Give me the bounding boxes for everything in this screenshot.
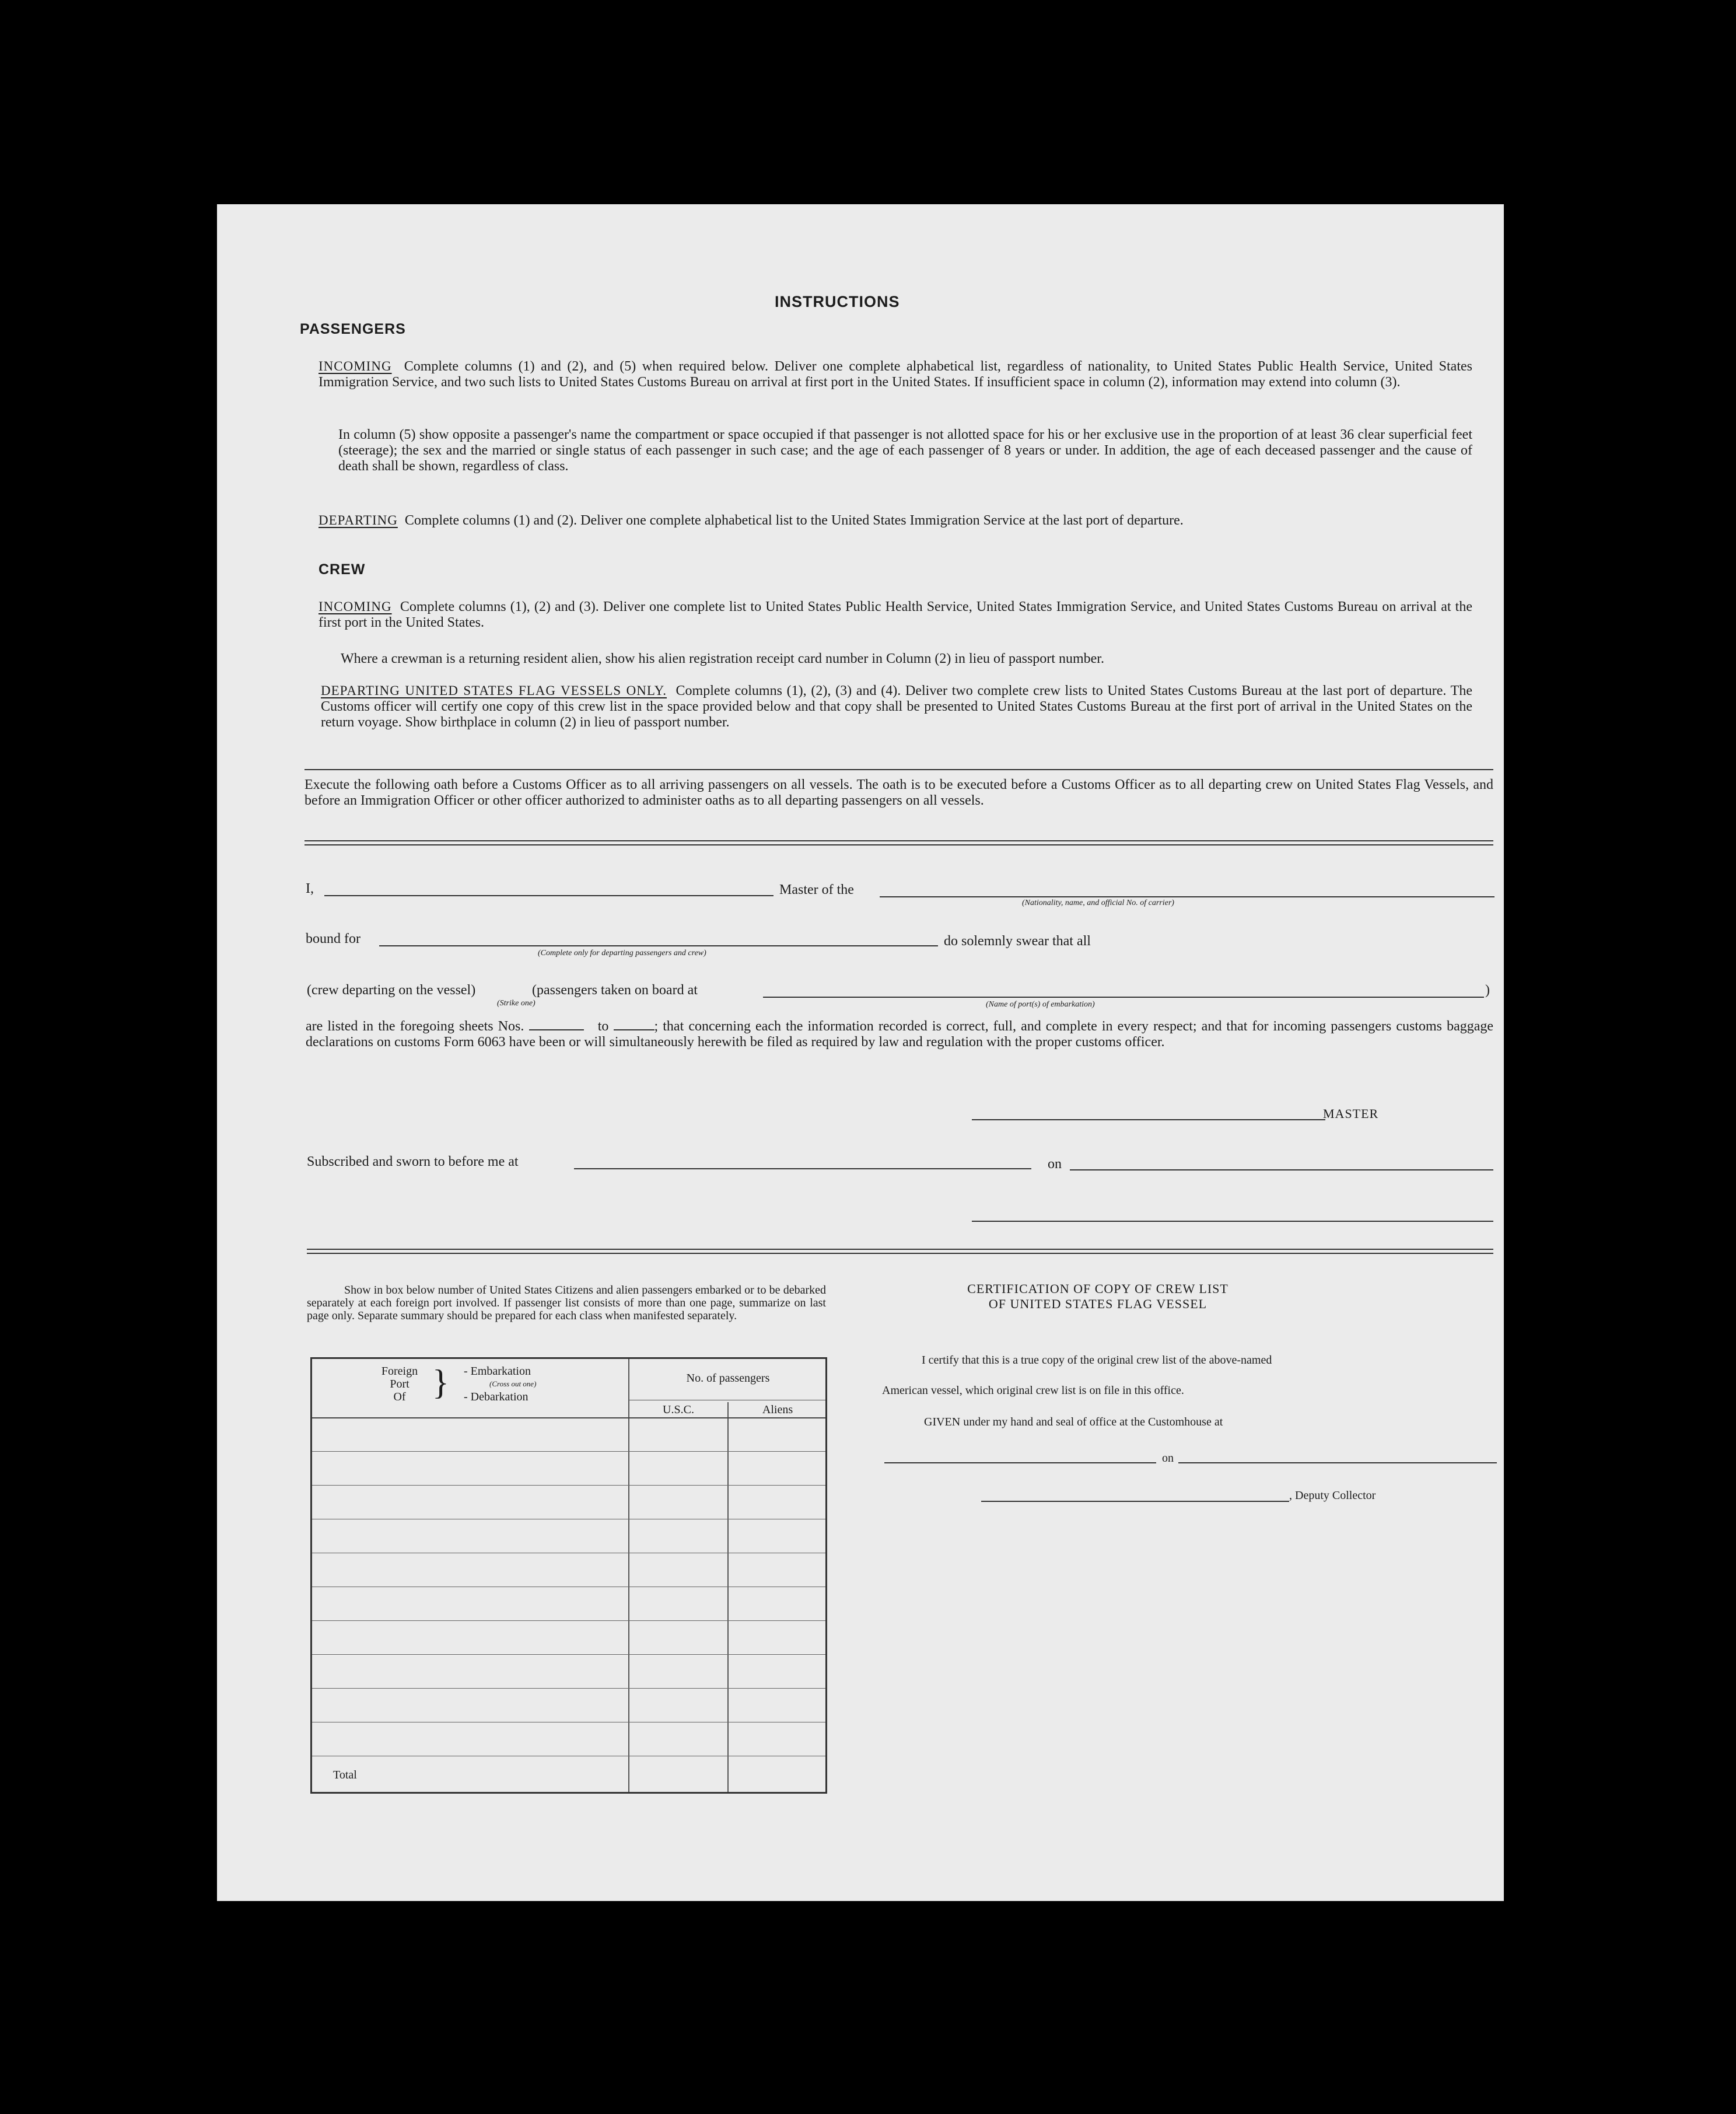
cert-on-label: on	[1162, 1452, 1174, 1465]
double-divider	[304, 840, 1493, 845]
table-row	[312, 1620, 825, 1621]
certification-title-line2: OF UNITED STATES FLAG VESSEL	[988, 1297, 1208, 1311]
crew-departing-label: DEPARTING UNITED STATES FLAG VESSELS ONLY.	[321, 683, 667, 698]
passengers-incoming-paragraph	[318, 358, 1472, 390]
embarkation-option: - Embarkation	[464, 1365, 531, 1378]
given-text: GIVEN under my hand and seal of office at the Customhouse at	[924, 1416, 1223, 1428]
master-signature-field[interactable]	[972, 1119, 1325, 1120]
aliens-header: Aliens	[762, 1403, 793, 1416]
subscribed-label: Subscribed and sworn to before me at	[307, 1154, 519, 1169]
listed-text-a: are listed in the foregoing sheets Nos.	[306, 1019, 524, 1034]
foreign-label: Foreign	[381, 1365, 418, 1378]
master-of-the-label: Master of the	[779, 882, 854, 897]
cross-out-note: (Cross out one)	[489, 1379, 537, 1388]
passengers-departing-paragraph	[318, 512, 1472, 529]
sworn-place-field[interactable]	[574, 1168, 1031, 1169]
oath-i: I,	[306, 881, 314, 896]
crew-incoming-text: Complete columns (1), (2) and (3). Deliver one complete list to United States Public Health Service, United States Immigration Service, and United States Customs Bureau on arrival at the first port in the United States.	[318, 599, 1472, 630]
form-page	[217, 204, 1504, 1901]
crew-incoming-paragraph	[318, 599, 1472, 631]
crew-incoming-label: INCOMING	[318, 599, 392, 614]
certify-text-a: I certify that this is a true copy of the original crew list of the above-named	[922, 1354, 1272, 1367]
passenger-summary-table	[310, 1357, 827, 1794]
customhouse-field[interactable]	[884, 1462, 1156, 1463]
crew-departing-paragraph	[321, 683, 1472, 731]
passengers-incoming-label: INCOMING	[318, 359, 392, 373]
cert-date-field[interactable]	[1178, 1462, 1497, 1463]
divider	[304, 769, 1493, 770]
certification-title	[923, 1281, 1273, 1312]
sworn-date-field[interactable]	[1070, 1169, 1493, 1170]
passengers-taken-option: (passengers taken on board at	[532, 983, 698, 998]
page-title: INSTRUCTIONS	[775, 293, 900, 310]
passengers-column5-paragraph: In column (5) show opposite a passenger's name the compartment or space occupied if that passenger is not allotted space for his or her exclusive use in the proportion of at least 36 clear superficial feet (steerage); the sex and the married or single status of each passenger in such case; and the age of each passenger of 8 years or under. In addition, the age of each deceased passenger and the cause of death shall be shown, regardless of class.	[338, 427, 1472, 474]
port-label: Port	[390, 1378, 410, 1390]
close-paren: )	[1485, 983, 1490, 998]
master-label: MASTER	[1323, 1106, 1379, 1121]
embarkation-port-field[interactable]	[763, 997, 1484, 998]
no-of-passengers-header: No. of passengers	[686, 1372, 770, 1385]
listed-text-b: ; that concerning each the information recorded is correct, full, and complete in every respect; and that for incoming passengers customs baggage declarations on customs Form 6063 have been or will simultaneously herewith be filed as required by law and regulation with the proper customs officer.	[306, 1019, 1494, 1050]
sworn-on-label: on	[1048, 1156, 1062, 1172]
crew-resident-paragraph: Where a crewman is a returning resident alien, show his alien registration receipt card number in Column (2) in lieu of passport number.	[341, 651, 1104, 666]
table-row	[312, 1451, 825, 1452]
table-row	[312, 1688, 825, 1689]
listed-to: to	[597, 1019, 609, 1034]
col-divider	[628, 1359, 629, 1792]
header-bottom	[312, 1417, 825, 1418]
passengers-incoming-text: Complete columns (1) and (2), and (5) when required below. Deliver one complete alphabetical list, regardless of nationality, to United States Public Health Service, United States Immigration Service, and two such lists to United States Customs Bureau on arrival at first port in the United States. If insufficient space in column (2), information may extend into column (3).	[318, 359, 1472, 390]
complete-only-note: (Complete only for departing passengers and crew)	[538, 949, 706, 958]
swear-text: do solemnly swear that all	[944, 934, 1091, 949]
certification-title-line1: CERTIFICATION OF COPY OF CREW LIST	[967, 1281, 1228, 1296]
bound-for-label: bound for	[306, 931, 360, 946]
certify-text-b: American vessel, which original crew list is on file in this office.	[882, 1384, 1184, 1397]
sheet-from-field[interactable]	[529, 1029, 584, 1030]
carrier-field[interactable]	[880, 896, 1494, 897]
sheet-to-field[interactable]	[614, 1029, 654, 1030]
table-row	[312, 1654, 825, 1655]
nationality-note: (Nationality, name, and official No. of carrier)	[1022, 899, 1174, 907]
usc-header: U.S.C.	[663, 1403, 694, 1416]
passengers-departing-label: DEPARTING	[318, 513, 398, 527]
col-divider	[727, 1402, 729, 1792]
strike-one-note: (Strike one)	[497, 999, 536, 1008]
brace-icon: }	[432, 1363, 449, 1402]
officer-signature-field[interactable]	[972, 1221, 1493, 1222]
double-divider-2	[307, 1249, 1493, 1254]
deputy-collector-label: , Deputy Collector	[1289, 1489, 1376, 1502]
crew-departing-option: (crew departing on the vessel)	[307, 983, 476, 998]
passengers-heading: PASSENGERS	[300, 321, 406, 337]
of-label: Of	[393, 1390, 406, 1403]
embark-options	[464, 1365, 536, 1403]
foreign-port-of-label	[370, 1365, 429, 1403]
debarkation-option: - Debarkation	[464, 1390, 528, 1403]
crew-heading: CREW	[318, 561, 366, 578]
name-of-port-note: (Name of port(s) of embarkation)	[986, 1000, 1095, 1009]
crew-departing-text: Complete columns (1), (2), (3) and (4). Deliver two complete crew lists to United States Customs Bureau at the last port of departure. The Customs officer will certify one copy of this crew list in the space provided below and that copy shall be presented to United States Customs Bureau at the first port of arrival in the United States on the return voyage. Show birthplace in column (2) in lieu of passport number.	[321, 683, 1472, 730]
listed-paragraph	[306, 1019, 1493, 1050]
total-label: Total	[333, 1769, 357, 1781]
master-name-field[interactable]	[324, 895, 774, 896]
bound-for-field[interactable]	[379, 945, 938, 946]
oath-intro: Execute the following oath before a Customs Officer as to all arriving passengers on all vessels. The oath is to be executed before a Customs Officer as to all departing crew on United States Flag Vessels, and before an Immigration Officer or other officer authorized to administer oaths as to all departing passengers on all vessels.	[304, 777, 1493, 808]
summary-intro: Show in box below number of United States Citizens and alien passengers embarked or to be debarked separately at each foreign port involved. If passenger list consists of more than one page, summarize on last page only. Separate summary should be prepared for each class when manifested separately.	[307, 1284, 826, 1322]
deputy-signature-field[interactable]	[981, 1501, 1289, 1502]
table-row	[312, 1485, 825, 1486]
passengers-departing-text: Complete columns (1) and (2). Deliver one complete alphabetical list to the United States Immigration Service at the last port of departure.	[404, 513, 1184, 528]
